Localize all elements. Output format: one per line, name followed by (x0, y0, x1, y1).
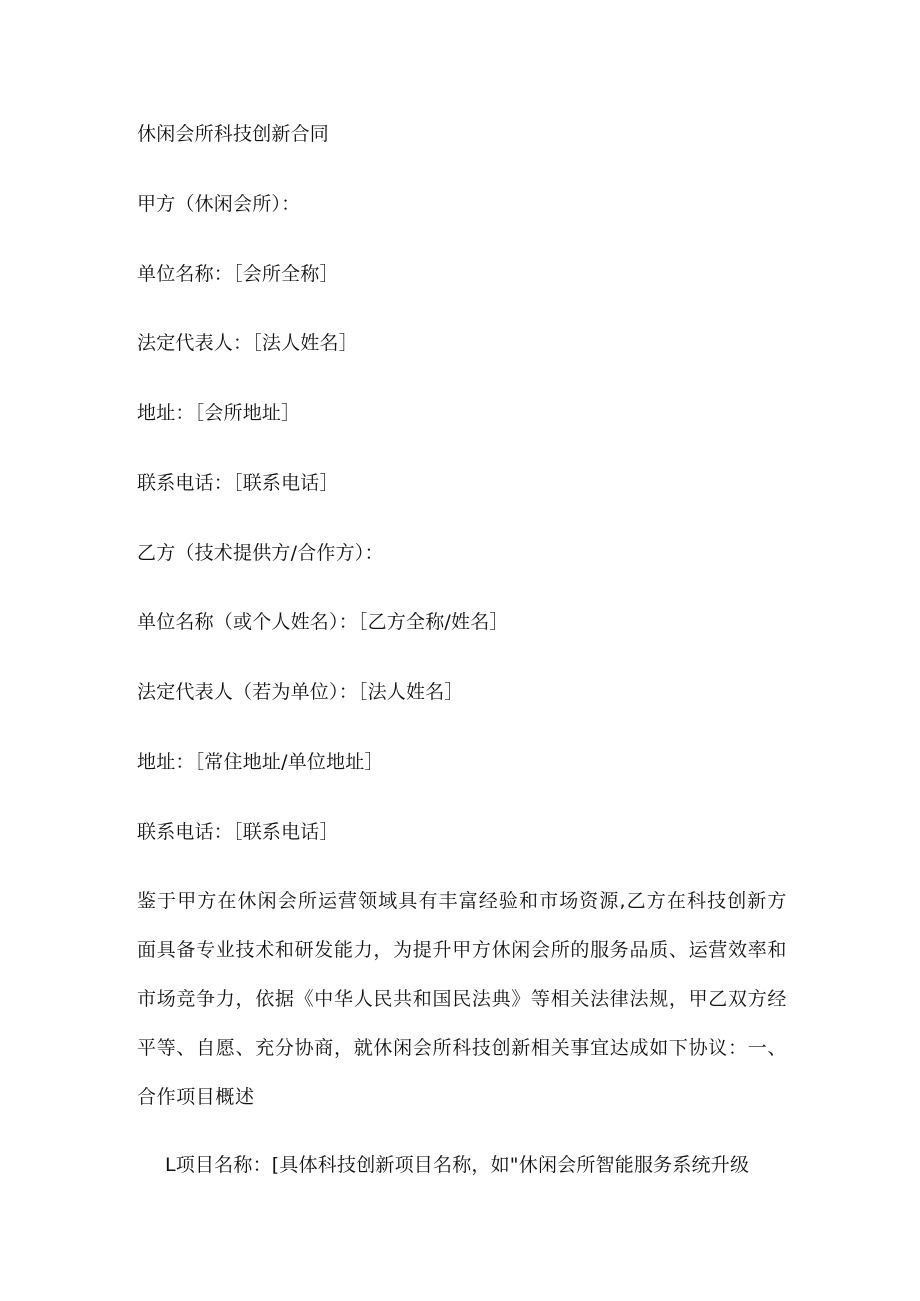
party-b-legal-rep: 法定代表人（若为单位）：［法人姓名］ (137, 681, 464, 703)
party-a-legal-rep: 法定代表人：［法人姓名］ (137, 332, 358, 354)
item-1-project-name: L项目名称：[具体科技创新项目名称，如"休闲会所智能服务系统升级 (165, 1154, 750, 1176)
party-a-phone: 联系电话：［联系电话］ (137, 472, 339, 494)
party-b-unit-name: 单位名称（或个人姓名）：［乙方全称/姓名］ (137, 611, 509, 633)
party-a-heading: 甲方（休闲会所）： (137, 193, 301, 215)
party-b-heading: 乙方（技术提供方/合作方）： (137, 542, 384, 564)
party-b-address: 地址：［常住地址/单位地址］ (137, 751, 384, 773)
party-a-address: 地址：［会所地址］ (137, 402, 301, 424)
party-b-phone: 联系电话：［联系电话］ (137, 821, 339, 843)
preamble-paragraph: 鉴于甲方在休闲会所运营领域具有丰富经验和市场资源,乙方在科技创新方面具备专业技术和研发能力，为提升甲方休闲会所的服务品质、运营效率和市场竞争力，依据《中华人民共和国民法典》等相关法律法规，甲乙双方经平等、自愿、充分协商，就休闲会所科技创新相关事宜达成如下协议：一、合作项目概述 (137, 890, 787, 1108)
party-a-unit-name: 单位名称：［会所全称］ (137, 263, 339, 285)
document-title: 休闲会所科技创新合同 (137, 123, 330, 145)
